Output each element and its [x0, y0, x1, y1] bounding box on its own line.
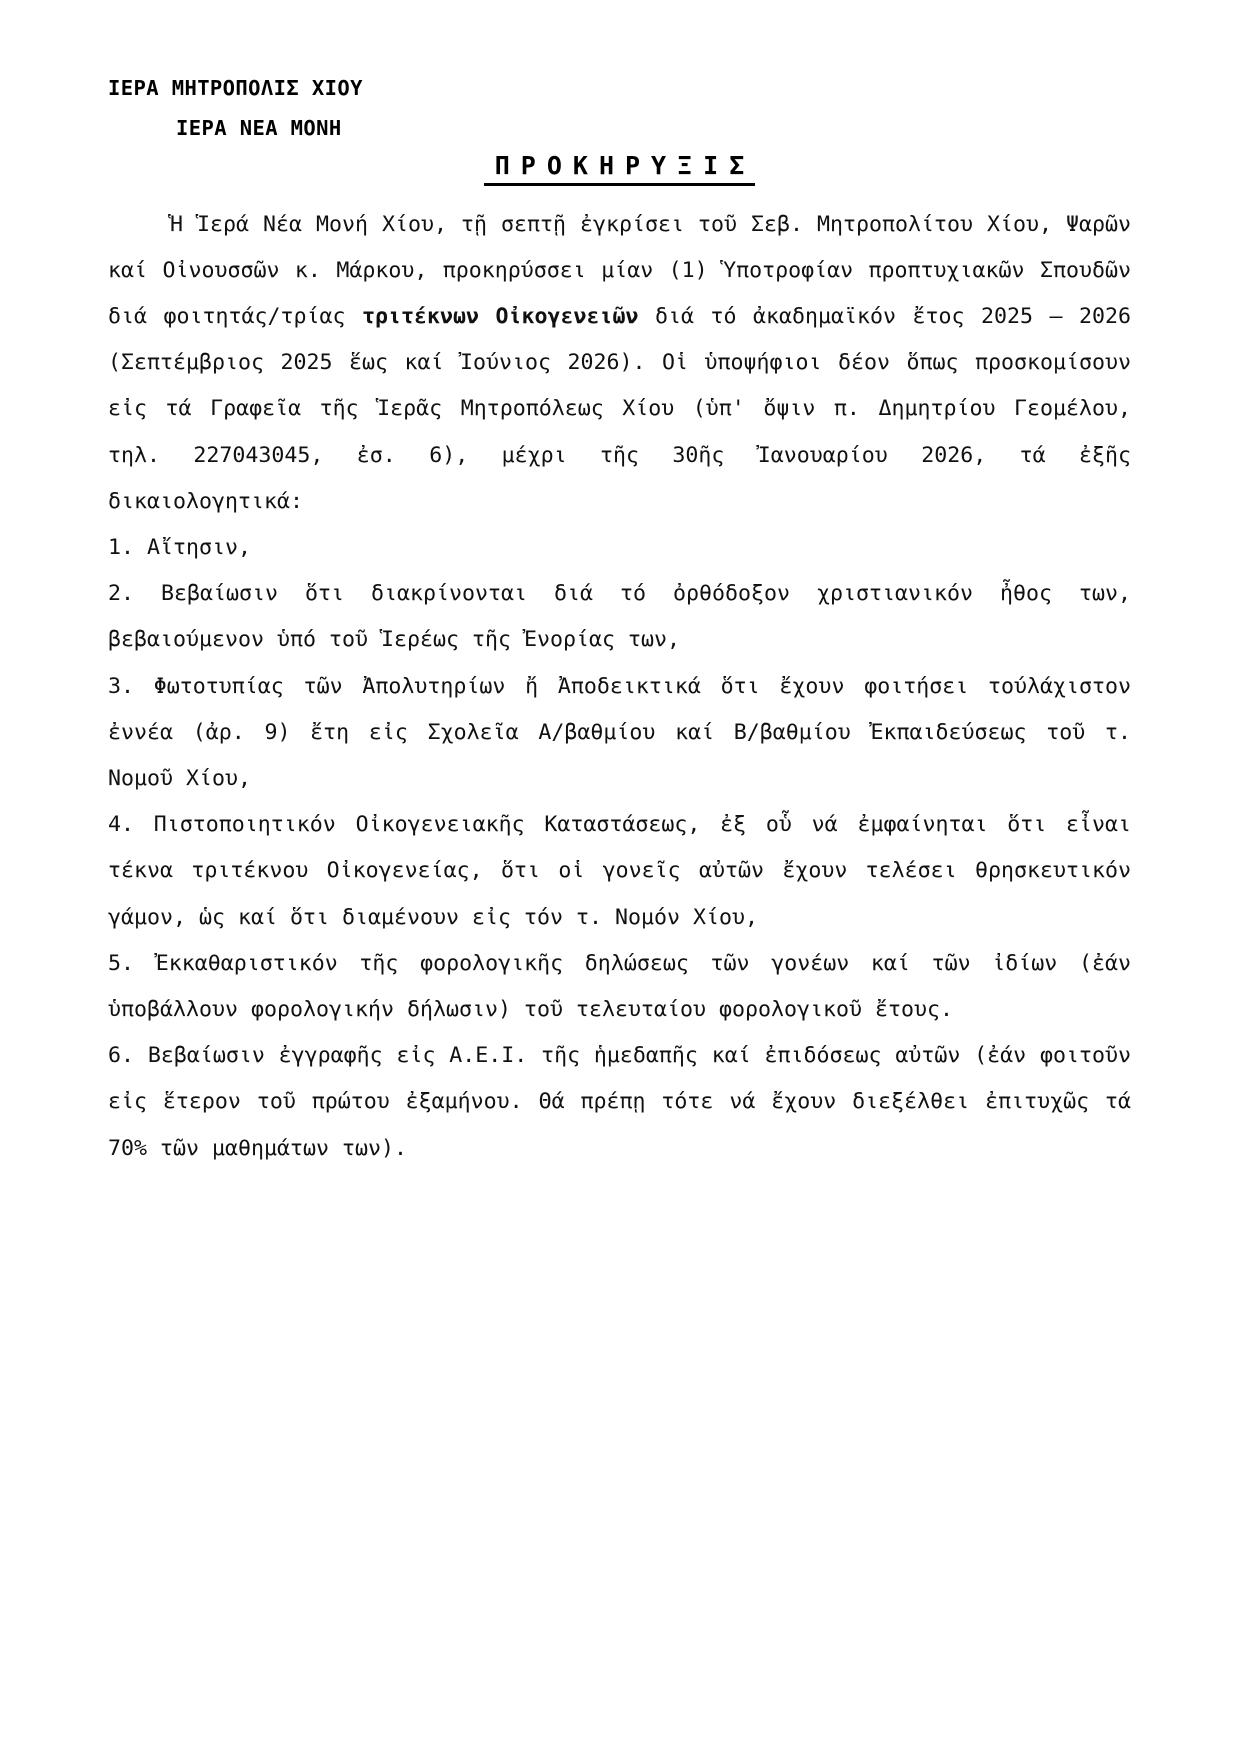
item-number: 2.: [108, 581, 135, 607]
list-item: [108, 571, 1131, 663]
list-item: [108, 525, 1131, 571]
document-body: [108, 202, 1131, 1172]
intro-bold-phrase: τριτέκνων Οἰκογενειῶν: [362, 303, 639, 329]
item-number: 4.: [108, 812, 135, 838]
intro-segment-2: διά τό ἀκαδημαϊκόν ἔτος 2025 – 2026 (Σεπτέμβριος 2025 ἕως καί Ἰούνιος 2026). Οἱ ὑποψήφιοι δέον ὅπως προσκομίσουν εἰς τά Γραφεῖα τῆς Ἱερᾶς Μητροπόλεως Χίου (ὑπ' ὄψιν π. Δημητρίου Γεομέλου, τηλ. 227043045, ἐσ. 6), μέχρι τῆς 30ῆς Ἰανουαρίου 2026, τά ἐξῆς δικαιολογητικά:: [108, 303, 1131, 514]
list-item: [108, 1033, 1131, 1172]
letterhead: [108, 78, 1131, 138]
list-item: [108, 664, 1131, 803]
item-text: Βεβαίωσιν ὅτι διακρίνονται διά τό ὀρθόδοξον χριστιανικόν ἦθος των, βεβαιούμενον ὑπό τοῦ Ἱερέως τῆς Ἐνορίας των,: [108, 581, 1131, 653]
item-text: Βεβαίωσιν ἐγγραφῆς εἰς Α.Ε.Ι. τῆς ἡμεδαπῆς καί ἐπιδόσεως αὐτῶν (ἐάν φοιτοῦν εἰς ἕτερον τοῦ πρώτου ἐξαμήνου. Θά πρέπῃ τότε νά ἔχουν διεξέλθει ἐπιτυχῶς τά 70% τῶν μαθημάτων των).: [108, 1043, 1131, 1161]
intro-paragraph: [108, 202, 1131, 525]
title-container: [108, 152, 1131, 186]
item-number: 1.: [108, 534, 135, 560]
item-text: Πιστοποιητικόν Οἰκογενειακῆς Καταστάσεως, ἐξ οὗ νά ἐμφαίνηται ὅτι εἶναι τέκνα τριτέκνου Οἰκογενείας, ὅτι οἱ γονεῖς αὐτῶν ἔχουν τελέσει θρησκευτικόν γάμον, ὡς καί ὅτι διαμένουν εἰς τόν τ. Νομόν Χίου,: [108, 812, 1131, 930]
intro-segment-1: Ἡ Ἱερά Νέα Μονή Χίου, τῇ σεπτῇ ἐγκρίσει τοῦ Σεβ. Μητροπολίτου Χίου, Ψαρῶν καί Οἰνουσσῶν κ. Μάρκου, προκηρύσσει μίαν (1) Ὑποτροφίαν προπτυχιακῶν Σπουδῶν διά φοιτητάς/τρίας: [108, 211, 1131, 329]
item-number: 6.: [108, 1043, 135, 1069]
item-text: Φωτοτυπίας τῶν Ἀπολυτηρίων ἤ Ἀποδεικτικά ὅτι ἔχουν φοιτήσει τούλάχιστον ἐννέα (ἀρ. 9) ἔτη εἰς Σχολεῖα Α/βαθμίου καί Β/βαθμίου Ἐκπαιδεύσεως τοῦ τ. Νομοῦ Χίου,: [108, 673, 1131, 791]
item-text: Αἴτησιν,: [147, 534, 252, 560]
item-number: 3.: [108, 673, 135, 699]
list-item: [108, 802, 1131, 941]
list-item: [108, 941, 1131, 1033]
item-number: 5.: [108, 950, 135, 976]
page-title: ΠΡΟΚΗΡΥΞΙΣ: [484, 152, 756, 186]
letterhead-monastery: ΙΕΡΑ ΝΕΑ ΜΟΝΗ: [176, 115, 342, 140]
item-text: Ἐκκαθαριστικόν τῆς φορολογικῆς δηλώσεως τῶν γονέων καί τῶν ἰδίων (ἐάν ὑποβάλλουν φορολογικήν δήλωσιν) τοῦ τελευταίου φορολογικοῦ ἔτους.: [108, 950, 1131, 1022]
letterhead-metropolis: ΙΕΡΑ ΜΗΤΡΟΠΟΛΙΣ ΧΙΟΥ: [108, 76, 363, 100]
